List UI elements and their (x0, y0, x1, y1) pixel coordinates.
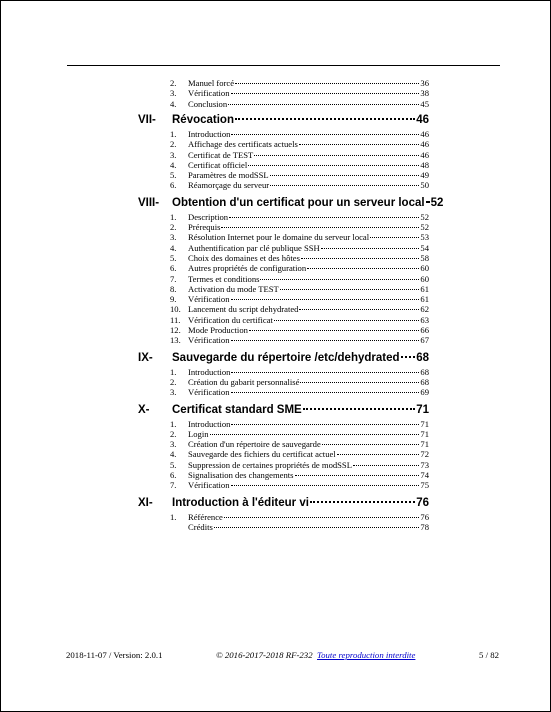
toc-chapter-leader-line (172, 113, 429, 128)
toc-entry-title: Introduction (188, 366, 231, 377)
footer-date-version: 2018-11-07 / Version: 2.0.1 (66, 650, 163, 660)
dot-leader (214, 527, 420, 528)
dot-leader (280, 289, 420, 290)
toc-entry-number: 3. (170, 149, 177, 160)
dot-leader (229, 217, 419, 218)
toc-entry-page: 50 (420, 180, 429, 191)
toc-chapter-page: 52 (430, 196, 444, 209)
dot-leader (235, 83, 419, 84)
toc-entry-number: 2. (170, 78, 177, 88)
toc-entry-page: 69 (420, 387, 429, 398)
toc-entry-number: 6. (170, 470, 177, 480)
toc-entry-page: 71 (420, 428, 429, 439)
toc-entry-title: Vérification du certificat (188, 314, 273, 325)
toc-entry-title: Signalisation des changements (188, 470, 294, 480)
dot-leader (322, 444, 420, 445)
toc-entry-title: Termes et conditions (188, 273, 260, 284)
dot-leader (310, 501, 415, 503)
dot-leader (221, 227, 419, 228)
toc-entry-title: Certificat de TEST (188, 149, 254, 160)
toc-entry-page: 61 (420, 294, 429, 305)
toc-entry-title: Vérification (188, 294, 230, 305)
toc-chapter-number: XI- (138, 496, 153, 509)
dot-leader (295, 475, 420, 476)
toc-entry-number: 12. (170, 325, 181, 335)
toc-entry-number: 3. (170, 232, 177, 243)
toc-entry-page: 38 (420, 88, 429, 99)
toc-entry-number: 2. (170, 222, 177, 232)
toc-entry-title: Autres propriétés de configuration (188, 263, 307, 274)
toc-chapter-title: Obtention d'un certificat pour un serveur local (172, 196, 425, 209)
toc-entry-page: 68 (420, 366, 429, 377)
footer-page-number: 5 / 82 (479, 650, 500, 660)
toc-entry-page: 62 (420, 304, 429, 315)
toc-entry-page: 46 (420, 149, 429, 160)
toc-entry-title: Manuel forcé (188, 78, 235, 88)
toc-entry-number: 1. (170, 128, 177, 139)
toc-entry-page: 46 (420, 128, 429, 139)
dot-leader (303, 408, 415, 410)
dot-leader (401, 356, 416, 358)
dot-leader (231, 134, 419, 135)
toc-entry-title: Affichage des certificats actuels (188, 139, 298, 150)
toc-chapter-leader-line (172, 403, 429, 418)
toc-chapter-title: Révocation (172, 113, 234, 126)
toc-entry-page: 58 (420, 252, 429, 263)
toc-entry-number: 5. (170, 459, 177, 470)
toc-entry-number: 5. (170, 252, 177, 263)
dot-leader (270, 175, 420, 176)
toc-entry-title: Introduction (188, 128, 231, 139)
toc-entry-title: Création du gabarit personnalisé (188, 376, 300, 387)
toc-entry-page: 52 (420, 222, 429, 232)
toc-entry-number: 4. (170, 449, 177, 460)
dot-leader (353, 465, 419, 466)
toc-entry-number: 4. (170, 159, 177, 170)
toc-entry-number: 6. (170, 180, 177, 191)
toc-entry-number: 3. (170, 439, 177, 450)
toc-entry-title: Lancement du script dehydrated (188, 304, 299, 315)
footer-reproduction-link[interactable]: Toute reproduction interdite (317, 650, 416, 660)
toc-chapter-number: IX- (138, 351, 153, 364)
dot-leader (337, 454, 420, 455)
toc-entry-leader-line (188, 99, 429, 110)
dot-leader (299, 309, 419, 310)
toc-entry-title: Introduction (188, 418, 231, 429)
toc-chapter-title: Certificat standard SME (172, 403, 302, 416)
toc-chapter-leader-line (172, 351, 429, 366)
header-rule (67, 65, 500, 66)
toc-entry-number: 1. (170, 418, 177, 429)
toc-entry-page: 72 (420, 449, 429, 460)
dot-leader (260, 279, 419, 280)
dot-leader (231, 340, 420, 341)
dot-leader (370, 237, 419, 238)
toc-entry-title: Certificat officiel (188, 159, 248, 170)
dot-leader (231, 485, 420, 486)
dot-leader (231, 93, 420, 94)
toc-entry-number: 2. (170, 428, 177, 439)
toc-entry-page: 49 (420, 170, 429, 181)
toc-entry-number: 4. (170, 98, 177, 109)
toc-entry-title: Vérification (188, 387, 230, 398)
dot-leader (307, 268, 419, 269)
footer-copyright (216, 649, 415, 661)
toc-chapter-page: 68 (416, 351, 429, 364)
toc-entry-number: 1. (170, 366, 177, 377)
toc-chapter-number: X- (138, 403, 150, 416)
toc-entry-leader-line (188, 387, 429, 398)
toc-chapter-title: Sauvegarde du répertoire /etc/dehydrated (172, 351, 400, 364)
dot-leader (231, 372, 419, 373)
dot-leader (300, 382, 419, 383)
toc-entry-number: 3. (170, 387, 177, 398)
toc-entry-page: 54 (420, 242, 429, 253)
dot-leader (274, 320, 419, 321)
toc-entry-title: Création d'un répertoire de sauvegarde (188, 439, 321, 450)
dot-leader (299, 144, 420, 145)
toc-entry-title: Conclusion (188, 98, 228, 109)
toc-entry-title: Prérequis (188, 222, 221, 232)
toc-entry-page: 75 (420, 480, 429, 491)
toc-entry-number: 6. (170, 263, 177, 274)
toc-entry-page: 78 (420, 521, 429, 532)
toc-entry-title: Activation du mode TEST (188, 283, 279, 294)
dot-leader (270, 185, 419, 186)
toc-entry-leader-line (188, 480, 429, 491)
toc-entry-page: 71 (420, 439, 429, 450)
toc-entry-title: Référence (188, 511, 223, 522)
toc-entry-leader-line (188, 180, 429, 191)
toc-entry-page: 63 (420, 314, 429, 325)
footer-copyright-text: © 2016-2017-2018 RF-232 (216, 650, 313, 660)
dot-leader (254, 155, 419, 156)
dot-leader (224, 517, 420, 518)
toc-entry-title: Sauvegarde des fichiers du certificat actuel (188, 449, 336, 460)
toc-entry-title: Suppression de certaines propriétés de modSSL (188, 459, 352, 470)
toc-entry-title: Login (188, 428, 209, 439)
toc-entry-page: 48 (420, 159, 429, 170)
toc-entry-page: 53 (420, 232, 429, 243)
toc-entry-number: 2. (170, 139, 177, 150)
toc-entry-number: 8. (170, 283, 177, 294)
dot-leader (235, 118, 415, 120)
toc-chapter-title: Introduction à l'éditeur vi (172, 496, 309, 509)
toc-entry-number: 1. (170, 211, 177, 222)
toc-entry-number: 7. (170, 273, 177, 284)
toc-entry-page: 60 (420, 263, 429, 274)
dot-leader (426, 201, 430, 203)
toc-entry-page: 73 (420, 459, 429, 470)
toc-entry-page: 52 (420, 211, 429, 222)
dot-leader (231, 424, 419, 425)
toc-chapter-number: VII- (138, 113, 156, 126)
toc-entry-number: 10. (170, 304, 181, 315)
toc-entry-page: 76 (420, 511, 429, 522)
toc-entry-page: 74 (420, 470, 429, 480)
toc-chapter-leader-line (172, 496, 429, 511)
toc-chapter-number: VIII- (138, 196, 160, 209)
toc-entry-number: 11. (170, 314, 181, 325)
toc-entry-title: Paramètres de modSSL (188, 170, 269, 181)
toc-entry-page: 68 (420, 376, 429, 387)
toc-entry-title: Authentification par clé publique SSH (188, 242, 320, 253)
toc-entry-title: Mode Production (188, 325, 248, 335)
toc-entry-title: Crédits (188, 521, 213, 532)
dot-leader (231, 299, 420, 300)
toc-entry-title: Vérification (188, 335, 230, 346)
toc-entry-title: Vérification (188, 480, 230, 491)
toc-entry-title: Vérification (188, 88, 230, 99)
toc-entry-number: 7. (170, 480, 177, 491)
toc-entry-number: 13. (170, 335, 181, 346)
toc-entry-title: Résolution Internet pour le domaine du serveur local (188, 232, 370, 243)
toc-entry-page: 36 (420, 78, 429, 88)
toc-entry-page: 46 (420, 139, 429, 150)
toc-chapter-leader-line (172, 196, 444, 211)
toc-entry-number: 5. (170, 170, 177, 181)
toc-entry-number: 4. (170, 242, 177, 253)
toc-entry-number: 1. (170, 511, 177, 522)
dot-leader (248, 165, 419, 166)
toc-entry-title: Réamorçage du serveur (188, 180, 270, 191)
toc-entry-page: 61 (420, 283, 429, 294)
toc-entry-number: 3. (170, 88, 177, 99)
toc-entry-leader-line (188, 522, 429, 533)
dot-leader (249, 330, 419, 331)
dot-leader (228, 104, 419, 105)
dot-leader (301, 258, 419, 259)
toc-entry-title: Choix des domaines et des hôtes (188, 252, 300, 263)
toc-entry-page: 45 (420, 98, 429, 109)
dot-leader (321, 248, 420, 249)
toc-chapter-page: 71 (416, 403, 429, 416)
toc-chapter-page: 76 (416, 496, 429, 509)
dot-leader (210, 434, 420, 435)
toc-entry-number: 2. (170, 376, 177, 387)
toc-entry-page: 66 (420, 325, 429, 335)
toc-entry-leader-line (188, 335, 429, 346)
toc-chapter-page: 46 (416, 113, 429, 126)
toc-entry-number: 9. (170, 294, 177, 305)
dot-leader (231, 392, 420, 393)
toc-entry-page: 71 (420, 418, 429, 429)
toc-entry-page: 67 (420, 335, 429, 346)
toc-entry-page: 60 (420, 273, 429, 284)
toc-entry-title: Description (188, 211, 229, 222)
